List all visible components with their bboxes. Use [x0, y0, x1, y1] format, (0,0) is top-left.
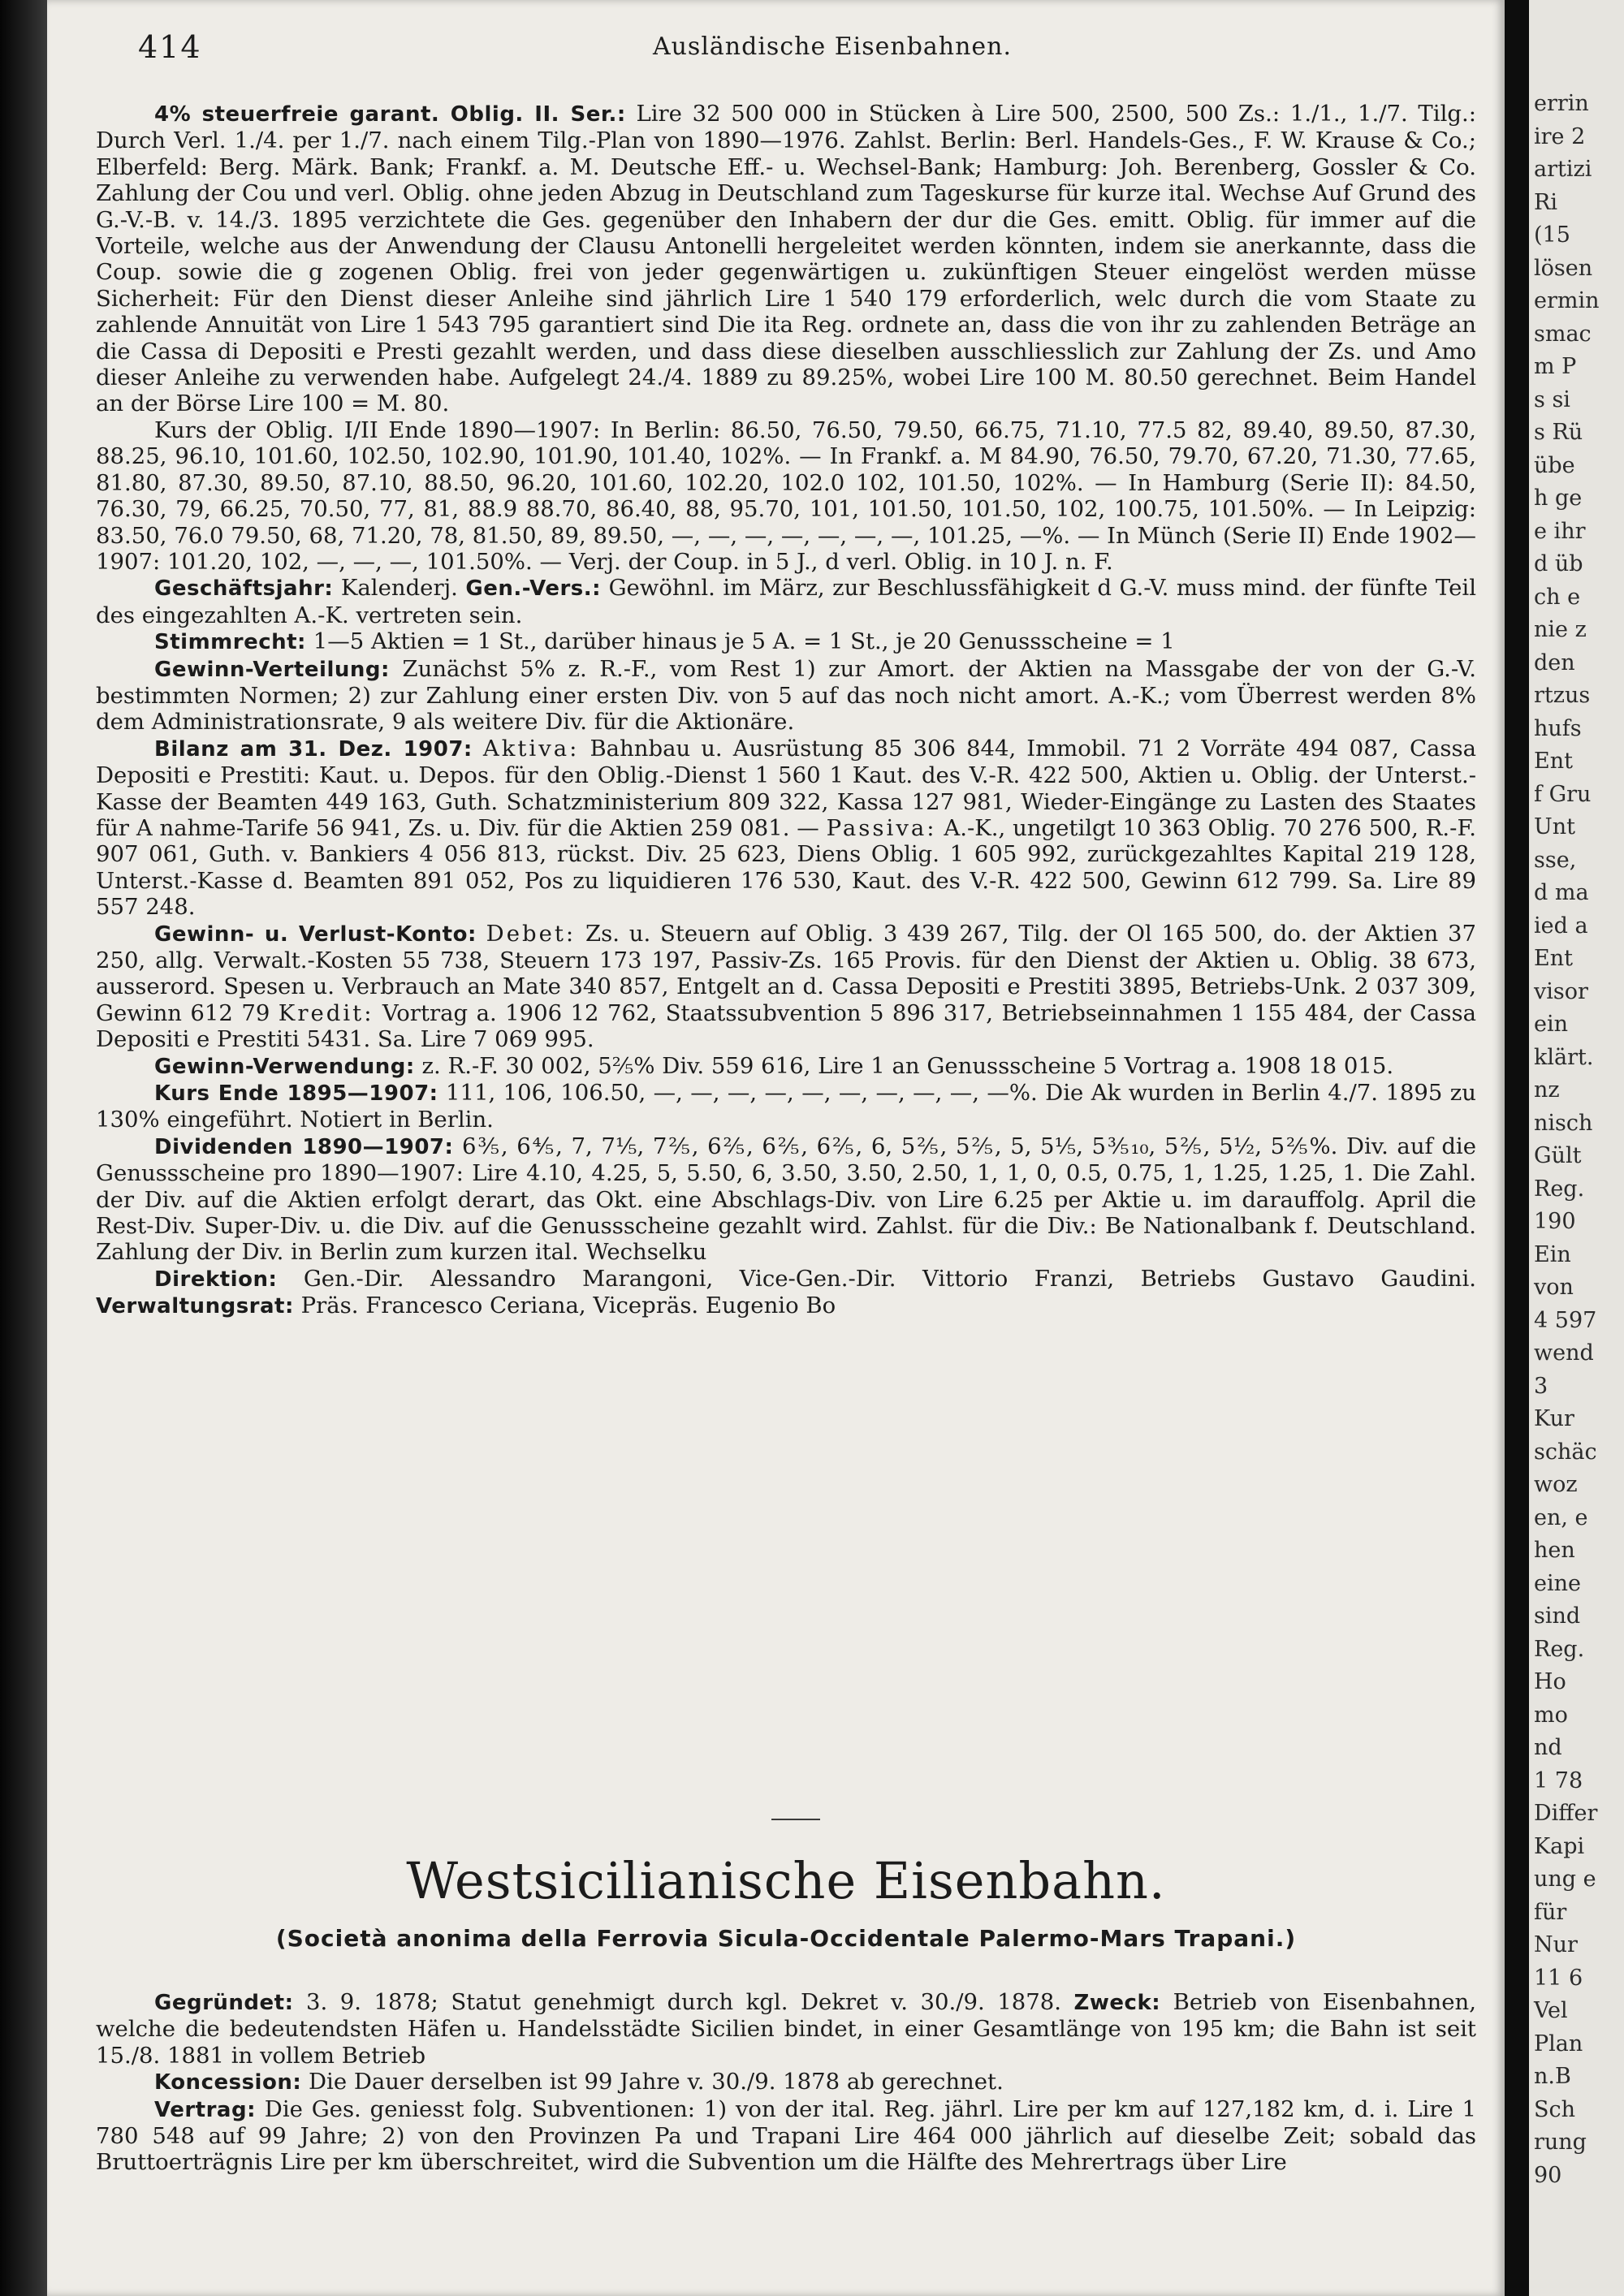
adjacent-page-fragment: Unt: [1534, 814, 1575, 839]
adjacent-page-fragment: nie z: [1534, 617, 1587, 642]
adjacent-page-fragment: klärt.: [1534, 1044, 1594, 1070]
text-passiva: A.-K., ungetilgt 10 363 Oblig. 70 276 500, R.-F. 907 061, Guth. v. Bankiers 4 056 813, rückst. Div. 25 623, Diens Oblig. 1 605 992, zurückgezahltes Kapital 219 128, Unterst.-Kasse d. Beamten 891 052, Pos zu liquidieren 176 530, Kaut. des V.-R. 422 500, Gewinn 612 799. Sa. Lire 89 557 248.: [96, 814, 1476, 921]
text-aktiva: Bahnbau u. Ausrüstung 85 306 844, Immobil. 71 2 Vorräte 494 087, Cassa Depositi e Prestiti: Kaut. u. Depos. für den Oblig.-Dienst 1 560 1 Kaut. des V.-R. 422 500, Aktien u. Oblig. der Unterst.-Kasse der Beamten 449 163, Guth. Schatzministerium 809 322, Kassa 127 981, Wieder-Eingänge zu Lasten des Staates für A nahme-Tarife 56 941, Zs. u. Div. für die Aktien 259 081. —: [96, 735, 1476, 841]
running-head: Ausländische Eisenbahnen.: [652, 32, 1013, 61]
adjacent-page-fragment: smac: [1534, 321, 1592, 347]
adjacent-page-fragment: s Rü: [1534, 420, 1583, 445]
text-profit-use: z. R.-F. 30 002, 5⅖% Div. 559 616, Lire 1 an Genussscheine 5 Vortrag a. 1908 18 015.: [421, 1052, 1394, 1079]
section-company-text: [96, 1989, 1476, 2176]
book-spine-shadow: [0, 0, 47, 2296]
adjacent-page-fragment: hufs: [1534, 715, 1582, 741]
adjacent-page-fragment: Differ: [1534, 1801, 1598, 1826]
paragraph-founded: [96, 1989, 1476, 2069]
label-balance-sheet: Bilanz am 31. Dez. 1907:: [154, 736, 473, 762]
label-concession: Koncession:: [154, 2070, 302, 2095]
adjacent-page-fragment: rtzus: [1534, 683, 1591, 708]
label-dividends: Dividenden 1890—1907:: [154, 1134, 454, 1159]
text-bond-series: Lire 32 500 000 in Stücken à Lire 500, 2500, 500 Zs.: 1./1., 1./7. Tilg.: Durch Verl. 1./4. per 1./7. nach einem Tilg.-Plan von 1890—1976. Zahlst. Berlin: Berl. Handels-Ges., F. W. Krause & Co.; Elberfeld: Berg. Märk. Bank; Frankf. a. M. Deutsche Eff.- u. Wechsel-Bank; Hamburg: Joh. Berenberg, Gossler & Co. Zahlung der Cou und verl. Oblig. ohne jeden Abzug in Deutschland zum Tageskurse für kurze ital. Wechse Auf Grund des G.-V.-B. v. 14./3. 1895 verzichtete die Ges. gegenüber den Inhabern der dur die Ges. emitt. Oblig. für immer auf die Vorteile, welche aus der Anwendung der Clausu Antonelli hergeleitet werden könnten, indem sie anerkannte, dass die Coup. sowie die g zogenen Oblig. frei von jeder gegenwärtigen u. zukünftigen Steuer eingelöst werden müsse Sicherheit: Für den Dienst dieser Anleihe sind jährlich Lire 1 540 179 erforderlich, welc durch die vom Staate zu zahlende Annuität von Lire 1 543 795 garantiert sind Die ita Reg. ordnete an, dass die von ihr zu zahlenden Beträge an die Cassa di Depositi e Presti gezahlt werden, und dass diese dieselben ausschliesslich zur Zahlung der Zs. und Amo dieser Anleihe zu verwenden habe. Aufgelegt 24./4. 1889 zu 89.25%, wobei Lire 100 M. 80.50 gerechnet. Beim Handel an der Börse Lire 100 = M. 80.: [96, 101, 1476, 417]
label-contract: Vertrag:: [154, 2097, 256, 2122]
company-subtitle: (Società anonima della Ferrovia Sicula-Occidentale Palermo-Mars Trapani.): [275, 1925, 1297, 1952]
adjacent-page-fragment: Reg.: [1534, 1636, 1585, 1662]
adjacent-page-fragment: 1 78: [1534, 1767, 1583, 1793]
adjacent-page-fragment: für: [1534, 1899, 1567, 1925]
adjacent-page-fragment: 190: [1534, 1209, 1576, 1234]
page-header: [138, 29, 1505, 70]
text-bond-prices: Kurs der Oblig. I/II Ende 1890—1907: In Berlin: 86.50, 76.50, 79.50, 66.75, 71.10, 77.5 82, 89.40, 89.50, 87.30, 88.25, 96.10, 101.60, 102.50, 102.90, 101.90, 101.40, 102%. — In Frankf. a. M 84.90, 76.50, 79.70, 67.20, 71.30, 77.65, 81.80, 87.30, 89.50, 87.10, 88.50, 96.20, 101.60, 102.20, 102.0 102, 101.50, 102%. — In Hamburg (Serie II): 84.50, 76.30, 79, 66.25, 70.50, 77, 81, 88.9 88.70, 86.40, 88, 95.70, 101, 101.50, 101.50, 102, 100.75, 101.50%. — In Leipzig: 83.50, 76.0 79.50, 68, 71.20, 78, 81.50, 89, 89.50, —, —, —, —, —, —, —, 101.25, —%. — In Münch (Serie II) Ende 1902—1907: 101.20, 102, —, —, —, 101.50%. — Verj. der Coup. in 5 J., d verl. Oblig. in 10 J. n. F.: [96, 416, 1476, 575]
adjacent-page-fragment: s si: [1534, 386, 1570, 412]
adjacent-page-fragment: Ent: [1534, 749, 1573, 774]
adjacent-page-fragment: ire 2: [1534, 123, 1586, 149]
adjacent-page-fragment: artizi: [1534, 157, 1592, 182]
label-passiva: Passiva:: [826, 814, 937, 841]
adjacent-page-fragment: ch e: [1534, 584, 1581, 610]
adjacent-page-fragment: Ein: [1534, 1241, 1571, 1267]
adjacent-page-fragment: nz: [1534, 1077, 1560, 1103]
label-aktiva: Aktiva:: [482, 735, 580, 762]
text-fiscal-year: Kalenderj.: [340, 575, 458, 602]
adjacent-page-fragment: 11 6: [1534, 1965, 1583, 1991]
adjacent-page-fragment: n.B: [1534, 2064, 1571, 2089]
text-board: Präs. Francesco Ceriana, Vicepräs. Eugenio Bo: [300, 1293, 836, 1319]
adjacent-page-fragment: hen: [1534, 1538, 1575, 1563]
adjacent-page-fragment: sind: [1534, 1603, 1581, 1629]
text-dividends: 6⅗, 6⅘, 7, 7⅕, 7⅖, 6⅖, 6⅖, 6⅖, 6, 5⅖, 5⅖, 5, 5⅕, 5⅗₁₀, 5⅖, 5½, 5⅖%. Div. auf die Genussscheine pro 1890—1907: Lire 4.10, 4.25, 5, 5.50, 6, 3.50, 3.50, 2.50, 1, 1, 0, 0.5, 0.75, 1, 1.25, 1.25, 1. Die Zahl. der Div. auf die Aktien erfolgt derart, das Okt. eine Abschlags-Div. von Lire 6.25 per Aktie u. im darauffolg. April die Rest-Div. Super-Div. u. die Div. auf die Genussscheine gezahlt wird. Zahlst. für die Div.: Be Nationalbank f. Deutschland. Zahlung der Div. in Berlin zum kurzen ital. Wechselku: [96, 1133, 1476, 1266]
adjacent-page-fragment: Plan: [1534, 2031, 1583, 2056]
adjacent-page-fragment: ung e: [1534, 1867, 1596, 1892]
text-voting-rights: 1—5 Aktien = 1 St., darüber hinaus je 5 A. = 1 St., je 20 Genussscheine = 1: [313, 628, 1175, 655]
section-divider: [771, 1819, 820, 1820]
adjacent-page-fragment: rung: [1534, 2130, 1587, 2155]
adjacent-page-fragment: sse,: [1534, 847, 1577, 873]
adjacent-page-fragment: Ho: [1534, 1669, 1566, 1694]
adjacent-page-fragment: von: [1534, 1275, 1574, 1300]
text-purpose: Betrieb von Eisenbahnen, welche die bedeutendsten Häfen u. Handelsstädte Sicilien bindet, in einer Gesamtlänge von 195 km; die Bahn ist seit 15./8. 1881 in vollem Betrieb: [96, 1989, 1476, 2069]
label-founded: Gegründet:: [154, 1991, 294, 2015]
adjacent-page-fragment: h ge: [1534, 486, 1583, 511]
adjacent-page-fragment: wend: [1534, 1340, 1594, 1366]
adjacent-page-fragment: e ihr: [1534, 518, 1586, 544]
adjacent-page-fragment: nisch: [1534, 1110, 1593, 1136]
adjacent-page-fragment: en, e: [1534, 1504, 1588, 1530]
text-general-meeting: Gewöhnl. im März, zur Beschlussfähigkeit d G.-V. muss mind. der fünfte Teil des eingezahlten A.-K. vertreten sein.: [96, 575, 1477, 628]
adjacent-page-fragment: ied a: [1534, 913, 1588, 939]
text-share-price: 111, 106, 106.50, —, —, —, —, —, —, —, —, —, —%. Die Ak wurden in Berlin 4./7. 1895 zu 130% eingeführt. Notiert in Berlin.: [96, 1080, 1476, 1133]
paragraph-voting-rights: [96, 628, 1476, 655]
adjacent-page-fragment: Nur: [1534, 1932, 1578, 1957]
adjacent-page-fragment: nd: [1534, 1735, 1562, 1760]
section-bonds-text: [96, 101, 1476, 1320]
paragraph-fiscal-year: [96, 575, 1476, 628]
label-share-price: Kurs Ende 1895—1907:: [154, 1081, 438, 1107]
adjacent-page-fragment: Vel: [1534, 1998, 1568, 2023]
adjacent-page-fragment: schäc: [1534, 1439, 1597, 1465]
adjacent-page-fragment: Gült: [1534, 1143, 1582, 1168]
adjacent-page-fragment: Ri: [1534, 189, 1557, 215]
adjacent-page-fragment: Kapi: [1534, 1833, 1585, 1859]
paragraph-bonds: [96, 101, 1476, 417]
company-title: Westsicilianische Eisenbahn.: [406, 1851, 1166, 1910]
adjacent-page-fragment: errin: [1534, 91, 1589, 116]
adjacent-page-fragment: ein: [1534, 1012, 1569, 1037]
adjacent-page-fragment: eine: [1534, 1570, 1581, 1596]
page-number: 414: [138, 29, 202, 65]
page-gutter: [1505, 0, 1529, 2296]
adjacent-page-fragment: 3: [1534, 1373, 1548, 1399]
label-general-meeting: Gen.-Vers.:: [465, 576, 602, 602]
label-profit-loss: Gewinn- u. Verlust-Konto:: [154, 921, 477, 947]
adjacent-page-fragment: übe: [1534, 452, 1575, 478]
adjacent-page-fragment: Reg.: [1534, 1176, 1585, 1202]
label-debet: Debet:: [486, 920, 577, 947]
paragraph-concession: [96, 2069, 1476, 2095]
adjacent-page-fragment: m P: [1534, 354, 1577, 379]
adjacent-page-fragment: den: [1534, 650, 1575, 675]
adjacent-page-fragment: Sch: [1534, 2096, 1576, 2122]
paragraph-share-price: [96, 1080, 1476, 1133]
text-management: Gen.-Dir. Alessandro Marangoni, Vice-Gen.-Dir. Vittorio Franzi, Betriebs Gustavo Gaudini.: [303, 1265, 1476, 1292]
adjacent-page-fragment: Kur: [1534, 1406, 1574, 1431]
adjacent-page-fragment: mo: [1534, 1702, 1568, 1728]
adjacent-page-fragment: woz: [1534, 1472, 1578, 1497]
adjacent-page-fragment: d üb: [1534, 551, 1583, 576]
label-voting-rights: Stimmrecht:: [154, 630, 306, 655]
text-contract: Die Ges. geniesst folg. Subventionen: 1) von der ital. Reg. jährl. Lire per km auf 127,182 km, d. i. Lire 1 780 548 auf 99 Jahre; 2) von den Provinzen Pa und Trapani Lire 464 000 jährlich auf dieselbe Zeit; sobald das Bruttoerträgnis Lire per km überschreitet, wird die Subvention um die Hälfte des Mehrertrags über Lire: [96, 2095, 1476, 2176]
label-purpose: Zweck:: [1073, 1991, 1161, 2015]
label-management: Direktion:: [154, 1267, 278, 1292]
adjacent-page-fragment: visor: [1534, 978, 1588, 1004]
adjacent-page-fragment: 4 597: [1534, 1307, 1597, 1333]
adjacent-page-fragment: f Gru: [1534, 781, 1592, 807]
adjacent-page-edge: [1529, 0, 1624, 2296]
paragraph-management: [96, 1266, 1476, 1320]
text-concession: Die Dauer derselben ist 99 Jahre v. 30./9. 1878 ab gerechnet.: [309, 2069, 1004, 2095]
paragraph-balance-sheet: [96, 736, 1476, 921]
paragraph-profit-use: [96, 1053, 1476, 1080]
text-debet: Zs. u. Steuern auf Oblig. 3 439 267, Tilg. der Ol 165 500, do. der Aktien 37 250, allg. Verwalt.-Kosten 55 738, Steuern 173 197, Passiv-Zs. 165 Provis. für den Dienst der Aktien u. Oblig. 38 673, ausserord. Spesen u. Verbrauch an Mate 340 857, Entgelt an d. Cassa Depositi e Prestiti 3895, Betriebs-Unk. 2 037 309, Gewinn 612 79: [96, 920, 1476, 1026]
label-fiscal-year: Geschäftsjahr:: [154, 576, 334, 602]
adjacent-page-fragment: Ent: [1534, 946, 1573, 971]
label-bond-series: 4% steuerfreie garant. Oblig. II. Ser.:: [154, 102, 626, 127]
text-kredit: Vortrag a. 1906 12 762, Staatssubvention 5 896 317, Betriebseinnahmen 1 155 484, der Cassa Depositi e Prestiti 5431. Sa. Lire 7 069 995.: [96, 999, 1476, 1053]
paragraph-contract: [96, 2096, 1476, 2176]
adjacent-page-fragment: 90: [1534, 2162, 1562, 2188]
label-kredit: Kredit:: [278, 999, 374, 1026]
adjacent-page-fragment: lösen: [1534, 255, 1593, 281]
adjacent-page-fragment: ermin: [1534, 288, 1600, 313]
paragraph-profit-distribution: [96, 656, 1476, 736]
text-profit-distribution: Zunächst 5% z. R.-F., vom Rest 1) zur Amort. der Aktien na Massgabe der von der G.-V. bestimmten Normen; 2) zur Zahlung einer ersten Div. von 5 auf das noch nicht amort. A.-K.; vom Überrest werden 8% dem Administrationsrate, 9 als weitere Div. für die Aktionäre.: [96, 655, 1477, 736]
paragraph-dividends: [96, 1133, 1476, 1266]
adjacent-page-fragment: d ma: [1534, 880, 1589, 905]
adjacent-page-fragment: (15: [1534, 222, 1570, 248]
label-profit-use: Gewinn-Verwendung:: [154, 1054, 415, 1079]
text-founded: 3. 9. 1878; Statut genehmigt durch kgl. Dekret v. 30./9. 1878.: [306, 1989, 1061, 2015]
label-profit-distribution: Gewinn-Verteilung:: [154, 657, 390, 682]
paragraph-bond-prices: [96, 417, 1476, 575]
paragraph-profit-loss: [96, 921, 1476, 1053]
label-board: Verwaltungsrat:: [96, 1294, 294, 1319]
